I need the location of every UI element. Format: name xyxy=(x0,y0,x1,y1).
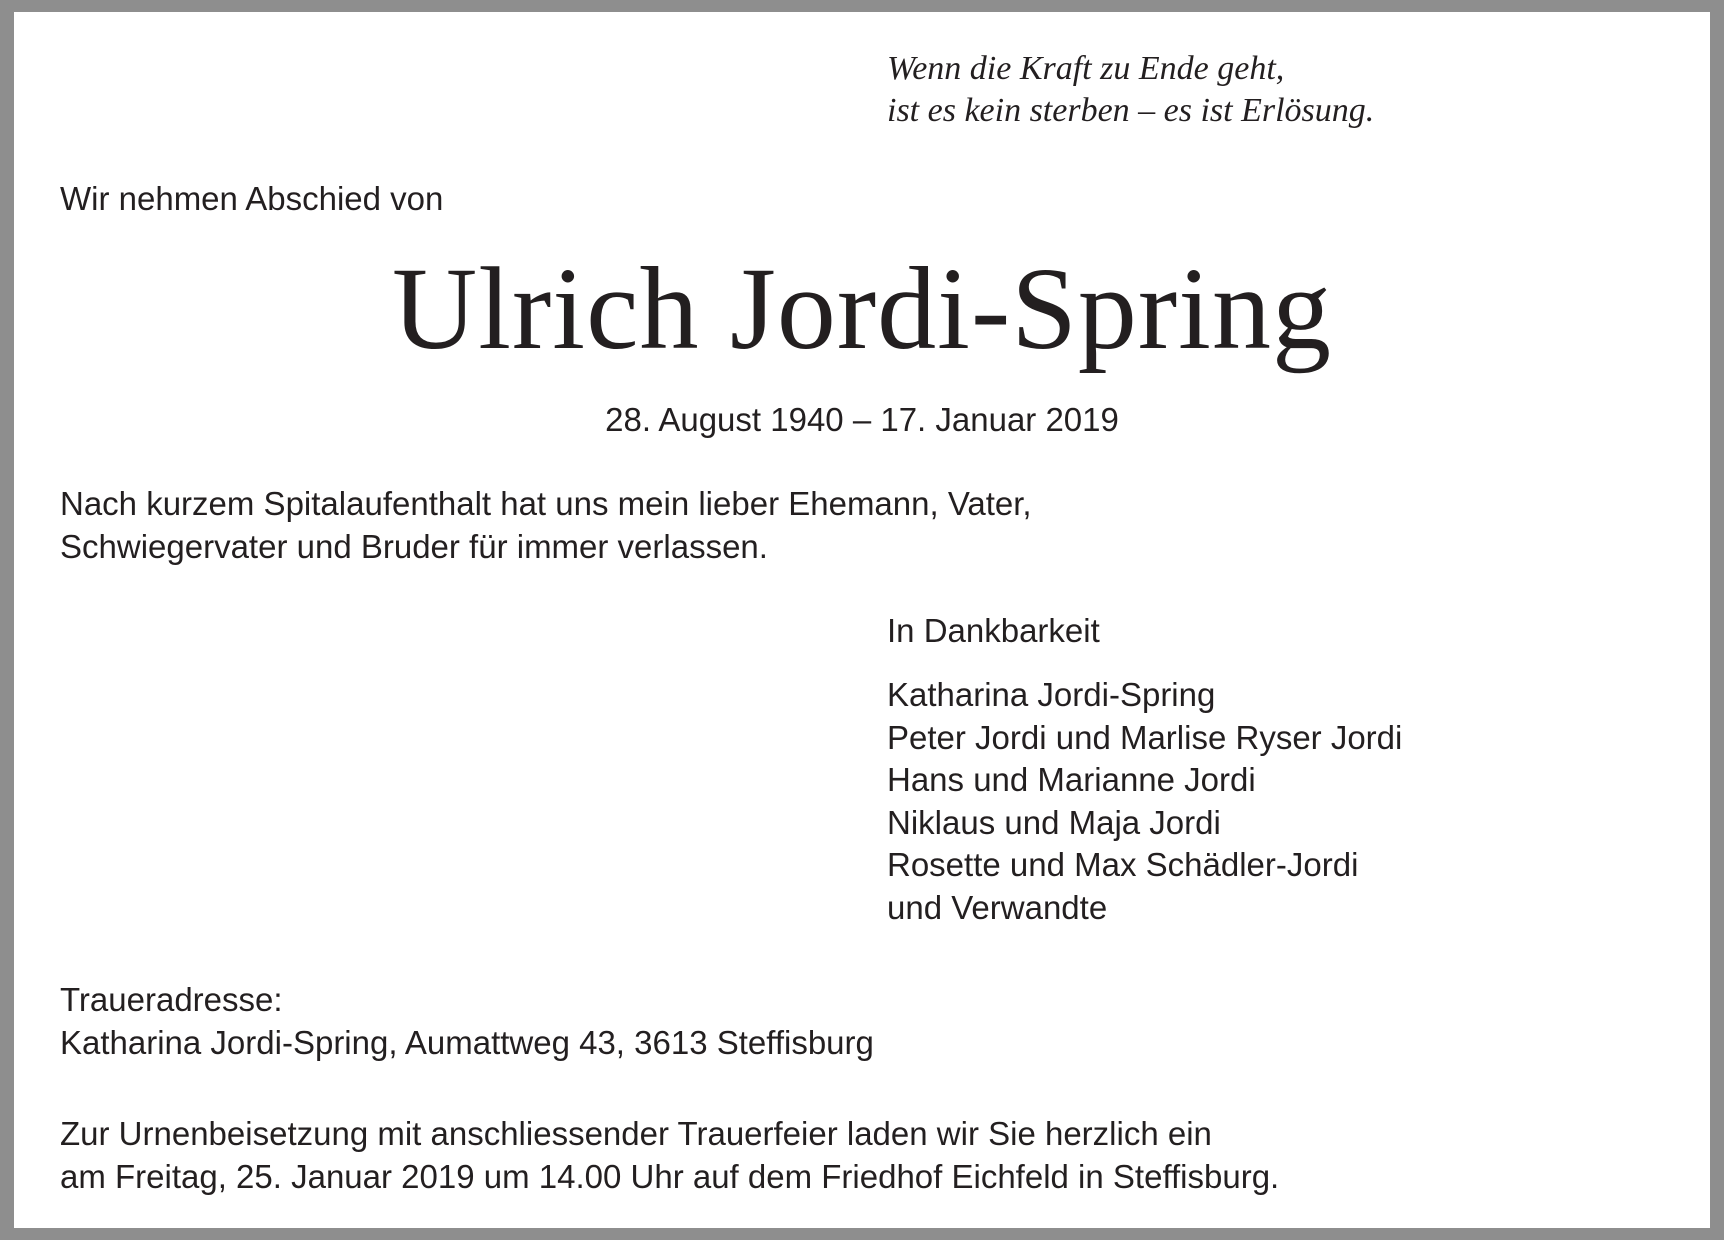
motto-quote xyxy=(887,48,1374,132)
intro-text: Wir nehmen Abschied von xyxy=(60,180,444,217)
motto-line-1: Wenn die Kraft zu Ende geht, xyxy=(887,50,1285,87)
message-line-2: Schwiegervater und Bruder für immer verlassen. xyxy=(60,528,768,565)
ceremony-line-2: am Freitag, 25. Januar 2019 um 14.00 Uhr auf dem Friedhof Eichfeld in Steffisburg. xyxy=(60,1158,1280,1195)
family-member: Niklaus und Maja Jordi xyxy=(887,803,1221,841)
address-label: Traueradresse: xyxy=(60,981,283,1018)
deceased-name: Ulrich Jordi-Spring xyxy=(392,243,1332,374)
motto-line-2: ist es kein sterben – es ist Erlösung. xyxy=(887,92,1375,129)
family-member: Rosette und Max Schädler-Jordi xyxy=(887,846,1359,883)
family-list xyxy=(887,674,1402,929)
ceremony-info xyxy=(60,1112,1279,1198)
family-member: Katharina Jordi-Spring xyxy=(887,676,1216,713)
message-line-1: Nach kurzem Spitalaufenthalt hat uns mein lieber Ehemann, Vater, xyxy=(60,485,1032,522)
ceremony-line-1: Zur Urnenbeisetzung mit anschliessender Trauerfeier laden wir Sie herzlich ein xyxy=(60,1115,1212,1152)
address-value: Katharina Jordi-Spring, Aumattweg 43, 3613 Steffisburg xyxy=(60,1024,874,1061)
mourning-address xyxy=(60,978,874,1064)
gratitude-text: In Dankbarkeit xyxy=(887,612,1100,649)
life-dates: 28. August 1940 – 17. Januar 2019 xyxy=(605,401,1119,438)
family-member: Hans und Marianne Jordi xyxy=(887,761,1256,798)
obituary-notice xyxy=(14,12,1710,1228)
family-member: und Verwandte xyxy=(887,888,1108,926)
announcement-message xyxy=(60,482,1032,568)
family-member: Peter Jordi und Marlise Ryser Jordi xyxy=(887,718,1403,756)
